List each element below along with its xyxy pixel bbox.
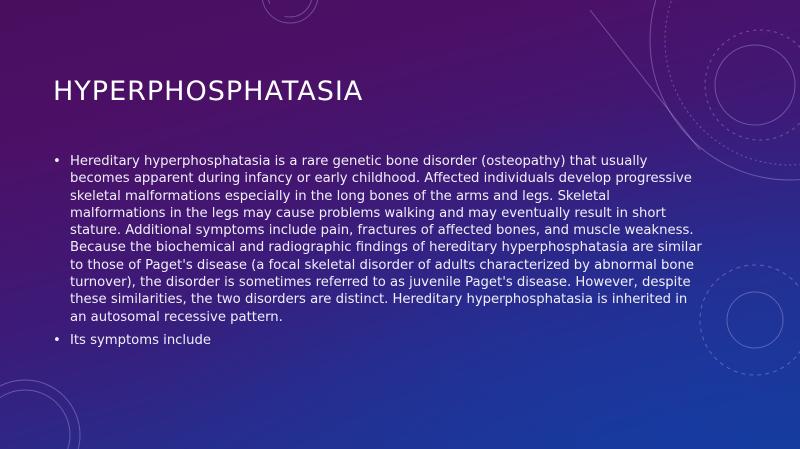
bullet-text: Hereditary hyperphosphatasia is a rare genetic bone disorder (osteopathy) that usually becomes apparent during infancy or early childhood. Affected individuals develop progressive skeletal malformations especially in the long bones of the arms and legs. Skeletal malformations in the legs may cause problems walking and may eventually result in short stature. Additional symptoms include pain, fractures of affected bones, and muscle weakness. Because the biochemical and radiographic findings of hereditary hyperphosphatasia are similar to those of Paget's disease (a focal skeletal disorder of adults characterized by abnormal bone turnover), the disorder is sometimes referred to as juvenile Paget's disease. However, despite these similarities, the two disorders are distinct. Hereditary hyperphosphatasia is inherited in an autosomal recessive pattern.: [70, 154, 702, 325]
slide-title: HYPERPHOSPHATASIA: [53, 76, 364, 107]
bullet-icon: •: [53, 332, 61, 348]
bullet-list: [52, 153, 702, 355]
bullet-item: [52, 332, 702, 349]
bullet-icon: •: [53, 154, 61, 169]
bullet-item: [52, 153, 702, 326]
bullet-text: Its symptoms include: [70, 332, 211, 348]
